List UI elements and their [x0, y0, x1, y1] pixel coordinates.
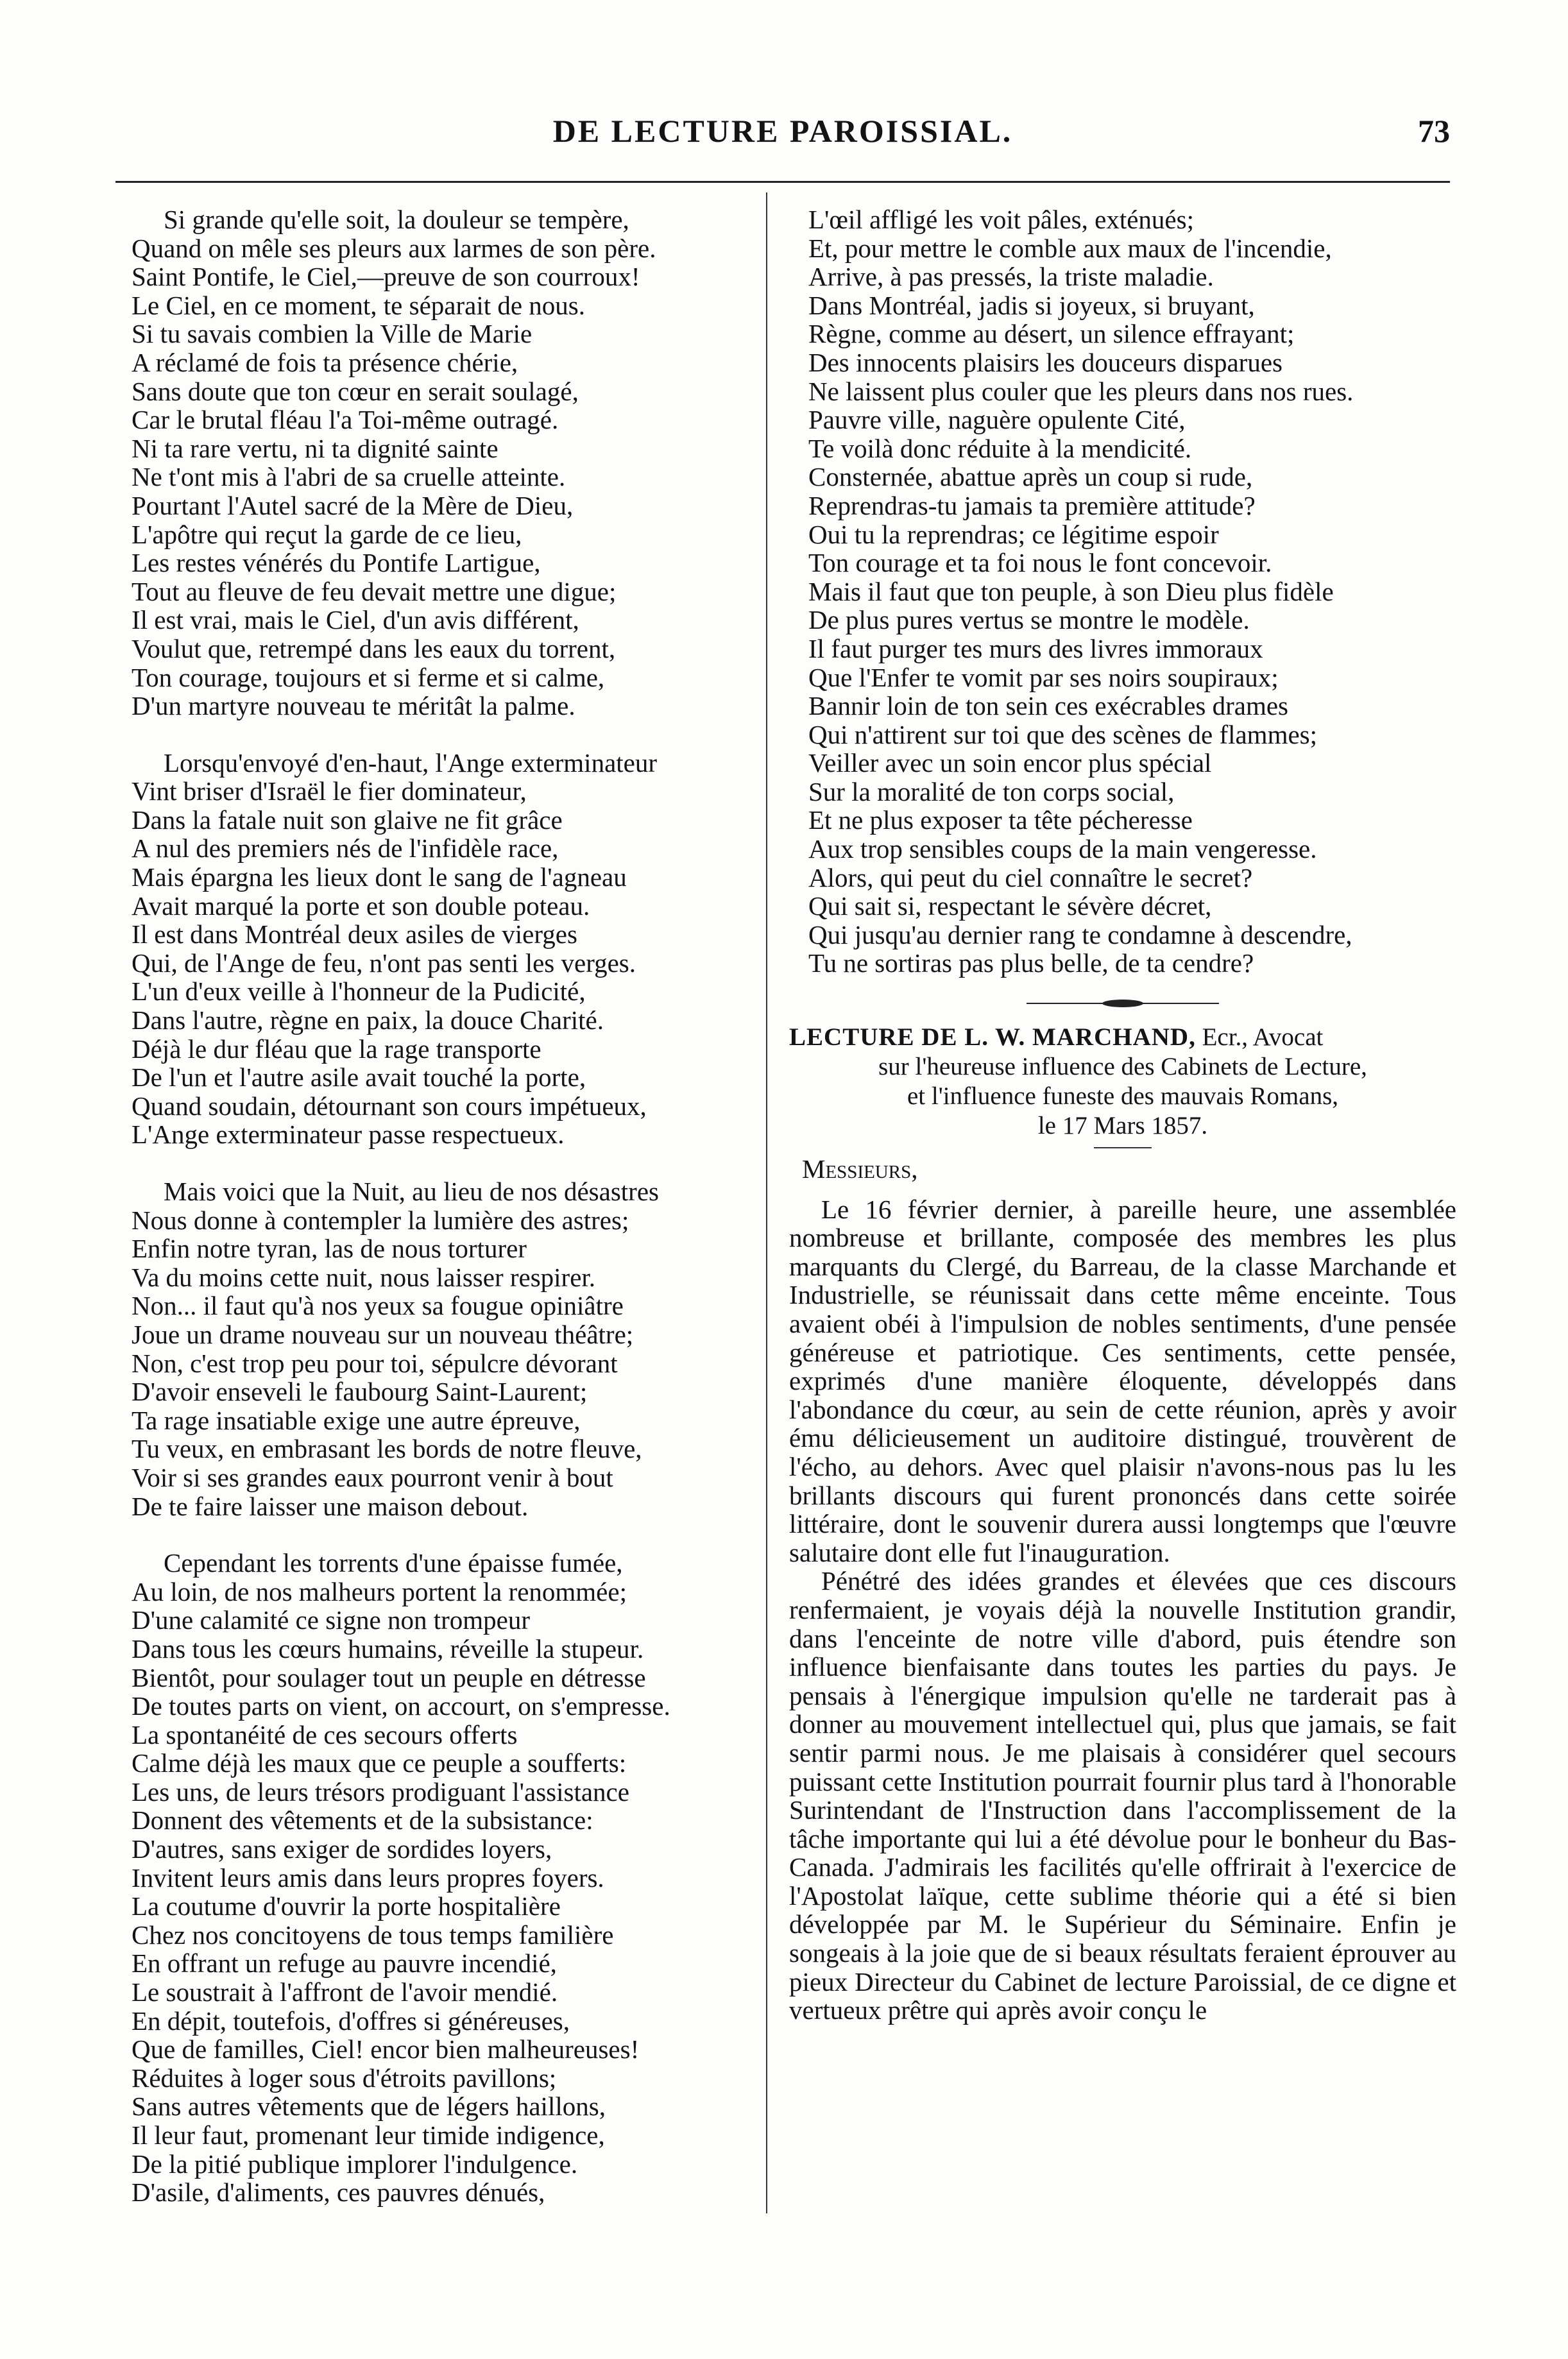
lecture-heading: [789, 1023, 1456, 1141]
stanza-gap: [112, 1149, 754, 1177]
poem-line: Saint Pontife, le Ciel,—preuve de son courroux!: [132, 262, 640, 292]
poem-line: Il faut purger tes murs des livres immoraux: [808, 633, 1263, 663]
poem-line: Non, c'est trop peu pour toi, sépulcre dévorant: [132, 1348, 618, 1378]
poem-line: Réduites à loger sous d'étroits pavillons;: [132, 2063, 557, 2093]
poem-line: Va du moins cette nuit, nous laisser respirer.: [132, 1262, 596, 1292]
salutation: Messieurs,: [802, 1154, 918, 1184]
poem-line: D'avoir enseveli le faubourg Saint-Laurent;: [132, 1377, 588, 1407]
poem-line: Dans la fatale nuit son glaive ne fit grâce: [132, 805, 563, 835]
poem-line: Et ne plus exposer ta tête pécheresse: [808, 805, 1193, 835]
poem-line: Ne t'ont mis à l'abri de sa cruelle atteinte.: [132, 462, 566, 492]
poem-line: D'autres, sans exiger de sordides loyers,: [132, 1834, 552, 1864]
poem-line: Quand on mêle ses pleurs aux larmes de son père.: [132, 233, 656, 263]
poem-line: De la pitié publique implorer l'indulgence.: [132, 2149, 578, 2179]
section-ornament: [1027, 997, 1219, 1010]
poem-line: Le soustrait à l'affront de l'avoir mendié.: [132, 1977, 558, 2007]
column-divider: [766, 192, 767, 2213]
poem-line: Donnent des vêtements et de la subsistance:: [132, 1805, 593, 1835]
poem-stanza: [112, 1549, 754, 2207]
poem-line: Qui, de l'Ange de feu, n'ont pas senti les verges.: [132, 948, 636, 978]
poem-line: De plus pures vertus se montre le modèle.: [808, 605, 1250, 635]
poem-line: En offrant un refuge au pauvre incendié,: [132, 1948, 557, 1979]
ornament-rule-icon: [1027, 997, 1219, 1010]
poem-line: De l'un et l'autre asile avait touché la porte,: [132, 1062, 586, 1093]
poem-line: Car le brutal fléau l'a Toi-même outragé.: [132, 405, 559, 435]
poem-line: Tout au fleuve de feu devait mettre une digue;: [132, 576, 617, 606]
poem-line: La coutume d'ouvrir la porte hospitalière: [132, 1891, 561, 1921]
poem-line: Oui tu la reprendras; ce légitime espoir: [808, 519, 1219, 549]
poem-line: Déjà le dur fléau que la rage transporte: [132, 1034, 541, 1064]
poem-line: Qui sait si, respectant le sévère décret,: [808, 891, 1212, 921]
poem-line: Il leur faut, promenant leur timide indigence,: [132, 2120, 605, 2150]
poem-line: Bannir loin de ton sein ces exécrables drames: [808, 691, 1288, 721]
poem-line: Ne laissent plus couler que les pleurs dans nos rues.: [808, 376, 1354, 406]
poem-line: A réclamé de fois ta présence chérie,: [132, 347, 518, 377]
stanza-gap: [112, 1520, 754, 1549]
poem-line: Des innocents plaisirs les douceurs disparues: [808, 347, 1283, 377]
poem-line: Veiller avec un soin encor plus spécial: [808, 748, 1212, 778]
poem-line: Aux trop sensibles coups de la main vengeresse.: [808, 834, 1317, 864]
poem-line: Ta rage insatiable exige une autre épreuve,: [132, 1405, 581, 1435]
poem-line: Sans doute que ton cœur en serait soulagé,: [132, 376, 579, 406]
lecture-title-rest: Ecr., Avocat: [1202, 1023, 1324, 1052]
poem-line: Arrive, à pas pressés, la triste maladie.: [808, 262, 1214, 292]
poem-line: Bientôt, pour soulager tout un peuple en détresse: [132, 1662, 646, 1692]
poem-line: Reprendras-tu jamais ta première attitude?: [808, 490, 1256, 520]
poem-line: Il est vrai, mais le Ciel, d'un avis différent,: [132, 605, 579, 635]
lecture-subtitle-2: et l'influence funeste des mauvais Romans,: [907, 1082, 1338, 1111]
stanza-gap: [112, 720, 754, 749]
poem-continuation: [789, 205, 1456, 978]
poem-line: Mais il faut que ton peuple, à son Dieu plus fidèle: [808, 576, 1334, 606]
poem-line: L'Ange exterminateur passe respectueux.: [132, 1120, 565, 1150]
running-title: DE LECTURE PAROISSIAL.: [552, 113, 1013, 149]
poem-line: D'une calamité ce signe non trompeur: [132, 1605, 531, 1635]
poem-line: Si grande qu'elle soit, la douleur se tempère,: [164, 205, 629, 234]
poem-line: Il est dans Montréal deux asiles de vierges: [132, 919, 577, 950]
poem-line: L'un d'eux veille à l'honneur de la Pudicité,: [132, 976, 586, 1007]
poem-line: Avait marqué la porte et son double poteau.: [132, 890, 590, 921]
lecture-title-caps: LECTURE DE L. W. MARCHAND,: [789, 1023, 1196, 1052]
poem-stanza: [112, 1177, 754, 1520]
lecture-paragraph-1: Le 16 février dernier, à pareille heure, une assemblée nombreuse et brillante, composée des membres les plus marquants du Clergé, du Barreau, de la classe Marchande et Industrielle, se réunissait dans cette même enceinte. Tous avaient obéi à l'impulsion de nobles sentiments, d'une pensée généreuse et patriotique. Ces sentiments, cette pensée, exprimés d'une manière éloquente, développés dans l'abondance du cœur, au sein de cette réunion, après y avoir ému délicieusement un auditoire distingué, trouvèrent de l'écho, au dehors. Avec quel plaisir n'avons-nous pas lu les brillants discours qui furent prononcés dans cette soirée littéraire, dont le souvenir durera aussi longtemps que l'œuvre salutaire dont elle fut l'inauguration.: [789, 1194, 1456, 1567]
poem-stanza: [112, 749, 754, 1149]
poem-line: Alors, qui peut du ciel connaître le secret?: [808, 862, 1253, 892]
page-header: [115, 112, 1450, 164]
poem-line: Que de familles, Ciel! encor bien malheureuses!: [132, 2034, 640, 2065]
poem-line: Qui jusqu'au dernier rang te condamne à descendre,: [808, 919, 1352, 950]
poem-line: Et, pour mettre le comble aux maux de l'incendie,: [808, 233, 1332, 263]
poem-line: Joue un drame nouveau sur un nouveau théâtre;: [132, 1319, 634, 1349]
poem-line: Qui n'attirent sur toi que des scènes de flammes;: [808, 719, 1318, 749]
poem-line: Dans Montréal, jadis si joyeux, si bruyant,: [808, 290, 1255, 320]
poem-line: Sur la moralité de ton corps social,: [808, 776, 1175, 806]
poem-line: Si tu savais combien la Ville de Marie: [132, 319, 533, 349]
lecture-paragraph-2: Pénétré des idées grandes et élevées que ces discours renfermaient, je voyais déjà la nouvelle Institution grandir, dans l'enceinte de notre ville d'abord, puis étendre son influence bienfaisante dans toutes les parties du pays. Je pensais à l'énergique impulsion qu'elle ne tarderait pas à donner au mouvement intellectuel qui, plus que jamais, se fait sentir parmi nous. Je me plaisais à considérer quel secours puissant cette Institution pourrait fournir plus tard à l'honorable Surintendant de l'Instruction dans l'accomplissement de la tâche importante qui lui a été dévolue pour le bonheur du Bas-Canada. J'admirais les facilités qu'elle offrirait à l'exercice de l'Apostolat laïque, cette sublime théorie qui a été si bien développée par M. le Supérieur du Séminaire. Enfin je songeais à la joie que de si beaux résultats feraient éprouver au pieux Directeur du Cabinet de lecture Paroissial, de ce digne et vertueux prêtre qui après avoir conçu le: [789, 1566, 1456, 2025]
page-number: 73: [1418, 113, 1450, 149]
poem-line: En dépit, toutefois, d'offres si généreuses,: [132, 2006, 570, 2036]
poem-line: Vint briser d'Israël le fier dominateur,: [132, 776, 527, 806]
poem-stanza: [112, 205, 754, 720]
poem-line: La spontanéité de ces secours offerts: [132, 1719, 518, 1750]
poem-line: Chez nos concitoyens de tous temps familière: [132, 1920, 614, 1950]
poem-line: Tu ne sortiras pas plus belle, de ta cendre?: [808, 948, 1254, 978]
poem-line: Nous donne à contempler la lumière des astres;: [132, 1205, 629, 1235]
poem-line: A nul des premiers nés de l'infidèle race,: [132, 833, 559, 864]
poem-line: Règne, comme au désert, un silence effrayant;: [808, 319, 1295, 349]
lecture-subtitle-1: sur l'heureuse influence des Cabinets de Lecture,: [878, 1053, 1367, 1081]
poem-line: Les uns, de leurs trésors prodiguant l'assistance: [132, 1776, 629, 1807]
poem-line: Tu veux, en embrasant les bords de notre fleuve,: [132, 1434, 642, 1464]
poem-line: Dans tous les cœurs humains, réveille la stupeur.: [132, 1633, 644, 1664]
poem-line: Ton courage, toujours et si ferme et si calme,: [132, 662, 605, 692]
poem-line: L'apôtre qui reçut la garde de ce lieu,: [132, 519, 522, 549]
poem-line: Que l'Enfer te vomit par ses noirs soupiraux;: [808, 662, 1279, 692]
poem-line: Cependant les torrents d'une épaisse fumée,: [164, 1548, 623, 1578]
poem-line: Mais épargna les lieux dont le sang de l'agneau: [132, 862, 627, 892]
lecture-body: [789, 1195, 1456, 2025]
poem-line: Voir si ses grandes eaux pourront venir à bout: [132, 1462, 613, 1492]
right-column: [789, 205, 1456, 2025]
poem-line: Mais voici que la Nuit, au lieu de nos désastres: [164, 1177, 659, 1206]
poem-line: Dans l'autre, règne en paix, la douce Charité.: [132, 1005, 604, 1035]
poem-line: Non... il faut qu'à nos yeux sa fougue opiniâtre: [132, 1291, 624, 1321]
header-rule: [115, 181, 1450, 183]
poem-line: Voulut que, retrempé dans les eaux du torrent,: [132, 633, 616, 663]
poem-line: Calme déjà les maux que ce peuple a soufferts:: [132, 1748, 627, 1778]
poem-line: Enfin notre tyran, las de nous torturer: [132, 1234, 527, 1264]
poem-line: Quand soudain, détournant son cours impétueux,: [132, 1091, 647, 1121]
short-rule: [1094, 1147, 1152, 1148]
poem-line: De te faire laisser une maison debout.: [132, 1491, 529, 1521]
poem-line: Pauvre ville, naguère opulente Cité,: [808, 405, 1186, 435]
lecture-date: le 17 Mars 1857.: [1037, 1112, 1208, 1140]
poem-line: De toutes parts on vient, on accourt, on s'empresse.: [132, 1691, 670, 1721]
poem-line: Invitent leurs amis dans leurs propres foyers.: [132, 1862, 604, 1893]
poem-line: D'asile, d'aliments, ces pauvres dénués,: [132, 2177, 545, 2208]
poem-line: Sans autres vêtements que de légers haillons,: [132, 2091, 606, 2122]
poem-line: Te voilà donc réduite à la mendicité.: [808, 433, 1192, 463]
left-column: [112, 205, 754, 2207]
poem-line: Le Ciel, en ce moment, te séparait de nous.: [132, 290, 586, 320]
lecture-title-line: [789, 1023, 1456, 1052]
poem-line: Consternée, abattue après un coup si rude,: [808, 462, 1253, 492]
poem-line: Ni ta rare vertu, ni ta dignité sainte: [132, 433, 499, 463]
poem-line: L'œil affligé les voit pâles, exténués;: [808, 205, 1194, 234]
poem-line: D'un martyre nouveau te méritât la palme.: [132, 691, 575, 721]
poem-line: Les restes vénérés du Pontife Lartigue,: [132, 548, 541, 578]
poem-line: Pourtant l'Autel sacré de la Mère de Dieu,: [132, 490, 574, 520]
poem-line: Ton courage et ta foi nous le font concevoir.: [808, 548, 1272, 578]
poem-line: Lorsqu'envoyé d'en-haut, l'Ange exterminateur: [164, 747, 658, 778]
poem-line: Au loin, de nos malheurs portent la renommée;: [132, 1576, 627, 1606]
